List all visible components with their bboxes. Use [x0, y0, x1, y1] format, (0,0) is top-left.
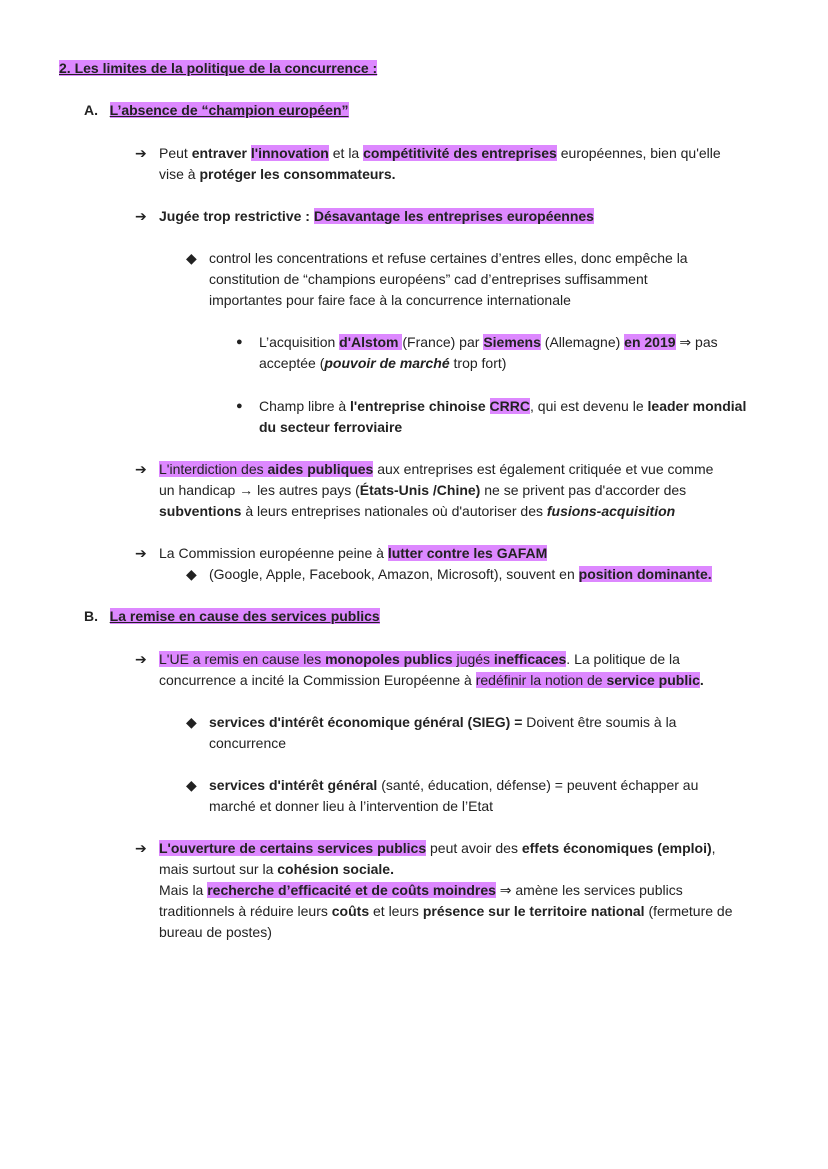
text-span: services d'intérêt général	[209, 777, 378, 793]
arrow-bullet: ➔	[135, 461, 147, 477]
highlight-span: d'Alstom	[339, 334, 403, 350]
text-span: subventions	[159, 503, 242, 519]
subsection-a-title	[84, 100, 349, 121]
arrow-bullet: ➔	[135, 545, 147, 561]
text-span: concurrence a incité la Commission Européenne à	[159, 672, 476, 688]
text-span: fusions-acquisition	[546, 503, 676, 519]
highlight-span: aides publiques	[267, 461, 374, 477]
highlight-span: en 2019	[624, 334, 676, 350]
highlight-span: L'UE a remis en cause les	[159, 651, 326, 667]
highlight-span: compétitivité des entreprises	[363, 145, 557, 161]
text-span: Jugée trop restrictive :	[159, 208, 314, 224]
paragraph-line	[159, 459, 713, 480]
highlight-span: L'ouverture de certains services publics	[159, 840, 427, 856]
subsection-a-title-text: L’absence de “champion européen”	[109, 102, 349, 118]
paragraph-line	[209, 775, 698, 796]
paragraph-line	[159, 880, 683, 901]
text-span: acceptée (	[259, 355, 325, 371]
paragraph-line: concurrence	[209, 735, 287, 751]
text-span: effets économiques (emploi)	[521, 840, 712, 856]
text-span: (France) par	[402, 334, 484, 350]
paragraph-line	[259, 332, 718, 353]
paragraph-line	[159, 859, 394, 880]
arrow-bullet: ➔	[135, 651, 147, 667]
text-span: Mais la	[159, 882, 208, 898]
subsection-b-letter: B.	[84, 608, 98, 624]
highlight-span: Désavantage les entreprises européennes	[313, 208, 594, 224]
highlight-span: service public	[606, 672, 700, 688]
paragraph-line	[159, 206, 594, 227]
text-span: (Google, Apple, Facebook, Amazon, Microsoft), souvent en	[209, 566, 579, 582]
text-span: ⇒ amène les services publics	[495, 882, 683, 898]
text-span: protéger les consommateurs.	[199, 166, 396, 182]
paragraph-line: importantes pour faire face à la concurrence internationale	[209, 292, 571, 308]
dot-bullet: ●	[236, 400, 243, 412]
text-span: ne se privent pas d'accorder des	[480, 482, 687, 498]
paragraph-line	[259, 417, 402, 438]
text-span: coûts	[331, 903, 370, 919]
paragraph-line	[259, 353, 506, 374]
diamond-bullet: ◆	[186, 777, 197, 793]
text-span: et la	[328, 145, 364, 161]
subsection-a-letter: A.	[84, 102, 98, 118]
text-span: (santé, éducation, défense) = peuvent échapper au	[377, 777, 699, 793]
arrow-bullet: ➔	[135, 208, 147, 224]
highlight-span: CRRC	[489, 398, 530, 414]
text-span: cohésion sociale.	[277, 861, 394, 877]
text-span: (Allemagne)	[540, 334, 625, 350]
text-span: Peut	[159, 145, 192, 161]
dot-bullet: ●	[236, 336, 243, 348]
highlight-span: lutter contre les GAFAM	[387, 545, 548, 561]
text-span: l'entreprise chinoise	[350, 398, 490, 414]
text-span: un handicap → les autres pays (	[159, 482, 360, 498]
highlight-span: l'innovation	[250, 145, 329, 161]
paragraph-line	[159, 670, 704, 691]
subsection-b-title-text: La remise en cause des services publics	[109, 608, 380, 624]
paragraph-line: constitution de “champions européens” cad d’entreprises suffisamment	[209, 271, 648, 287]
section-title	[59, 58, 377, 79]
highlight-span: inefficaces	[493, 651, 567, 667]
diamond-bullet: ◆	[186, 714, 197, 730]
diamond-bullet: ◆	[186, 250, 197, 266]
text-span: (fermeture de	[644, 903, 733, 919]
section-title-text: 2. Les limites de la politique de la concurrence :	[59, 60, 378, 76]
text-span: peut avoir des	[426, 840, 522, 856]
text-span: services d'intérêt économique général (SIEG) =	[209, 714, 523, 730]
paragraph-line	[159, 480, 686, 501]
paragraph-line: marché et donner lieu à l’intervention de l’Etat	[209, 798, 494, 814]
text-span: traditionnels à réduire leurs	[159, 903, 332, 919]
text-span: L’acquisition	[259, 334, 340, 350]
text-span: et leurs	[369, 903, 423, 919]
text-span: européennes, bien qu'elle	[556, 145, 721, 161]
text-span: . La politique de la	[566, 651, 680, 667]
arrow-bullet: ➔	[135, 145, 147, 161]
paragraph-line	[209, 712, 676, 733]
highlight-span: position dominante.	[578, 566, 712, 582]
text-span: du secteur ferroviaire	[259, 419, 403, 435]
highlight-span: recherche d’efficacité et de coûts moindres	[207, 882, 496, 898]
highlight-span: monopoles publics	[325, 651, 453, 667]
paragraph-line: bureau de postes)	[159, 924, 272, 940]
text-span: à leurs entreprises nationales où d'autoriser des	[241, 503, 547, 519]
paragraph-line	[209, 564, 712, 585]
paragraph-line	[159, 901, 733, 922]
text-span: Doivent être soumis à la	[522, 714, 677, 730]
paragraph-line	[159, 164, 396, 185]
highlight-span: redéfinir la notion de	[475, 672, 607, 688]
text-span: vise à	[159, 166, 200, 182]
paragraph-line	[159, 543, 547, 564]
highlight-span: jugés	[452, 651, 494, 667]
text-span: .	[699, 672, 704, 688]
paragraph-line	[159, 143, 721, 164]
text-span: La Commission européenne peine à	[159, 545, 388, 561]
text-span: leader mondial	[647, 398, 747, 414]
text-span: entraver	[191, 145, 251, 161]
text-span: Champ libre à	[259, 398, 351, 414]
text-span: présence sur le territoire national	[422, 903, 645, 919]
text-span: États-Unis /Chine)	[359, 482, 481, 498]
text-span: ,	[711, 840, 716, 856]
paragraph-line	[259, 396, 746, 417]
diamond-bullet: ◆	[186, 566, 197, 582]
text-span: , qui est devenu le	[530, 398, 648, 414]
text-span: trop fort)	[449, 355, 507, 371]
text-span: mais surtout sur la	[159, 861, 278, 877]
text-span: aux entreprises est également critiquée et vue comme	[373, 461, 714, 477]
arrow-bullet: ➔	[135, 840, 147, 856]
paragraph-line: control les concentrations et refuse certaines d’entres elles, donc empêche la	[209, 250, 688, 266]
highlight-span: Siemens	[483, 334, 541, 350]
subsection-b-title	[84, 606, 380, 627]
text-span: pouvoir de marché	[324, 355, 450, 371]
paragraph-line	[159, 649, 680, 670]
text-span: ⇒ pas	[675, 334, 718, 350]
paragraph-line	[159, 501, 675, 522]
paragraph-line	[159, 838, 716, 859]
highlight-span: L'interdiction des	[159, 461, 268, 477]
